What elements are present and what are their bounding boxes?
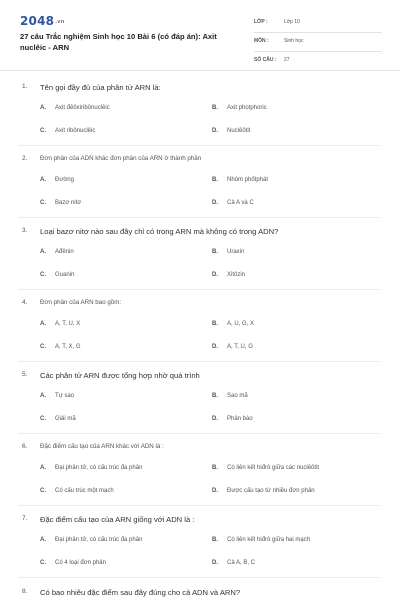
question-text: Đơn phân của ADN khác đơn phân của ARN ở thành phần xyxy=(40,155,202,162)
meta-subject-row: MÔN : Sinh học xyxy=(254,33,382,52)
option-d[interactable]: D. Phân bào xyxy=(212,416,253,422)
site-logo[interactable]: 2048.vn xyxy=(20,14,65,28)
worksheet-title: 27 câu Trắc nghiệm Sinh học 10 Bài 6 (có đáp án): Axit nuclêic - ARN xyxy=(20,32,217,52)
option-a[interactable]: A. Đại phân tử, có cấu trúc đa phân xyxy=(40,465,143,471)
option-b[interactable]: B. A, U, G, X xyxy=(212,321,255,327)
question-text: Đặc điểm cấu tạo của ARN giống với ADN là : xyxy=(40,515,195,524)
option-d[interactable]: D. Được cấu tạo từ nhiều đơn phân xyxy=(212,488,315,494)
question-divider xyxy=(18,505,380,506)
question-divider xyxy=(18,217,380,218)
option-a[interactable]: A. Đại phân tử, có cấu trúc đa phân xyxy=(40,537,143,543)
option-c[interactable]: C. Có 4 loại đơn phân xyxy=(40,560,106,566)
option-d[interactable]: D. A, T, U, G xyxy=(212,344,253,350)
option-c[interactable]: C. Bazơ nitơ xyxy=(40,200,82,206)
option-b[interactable]: B. Sao mã xyxy=(212,393,248,399)
question-text: Đặc điểm cấu tạo của ARN khác với ADN là : xyxy=(40,443,164,450)
option-b[interactable]: B. Uraxin xyxy=(212,249,245,255)
question-text: Đơn phân của ARN bao gồm: xyxy=(40,299,122,306)
option-c[interactable]: C. Guanin xyxy=(40,272,75,278)
question-divider xyxy=(18,577,380,578)
option-b[interactable]: B. Nhóm phốtphát xyxy=(212,177,269,183)
meta-class-row: LỚP : Lớp 10 xyxy=(254,14,382,33)
option-d[interactable]: D. Xitôzin xyxy=(212,272,246,278)
worksheet-header xyxy=(0,0,400,70)
question-divider xyxy=(18,433,380,434)
option-d[interactable]: D. Cả A và C xyxy=(212,200,254,206)
question-divider xyxy=(18,361,380,362)
option-a[interactable]: A. A, T, U, X xyxy=(40,321,81,327)
question-text: Tên gọi đầy đủ của phân tử ARN là: xyxy=(40,83,161,92)
option-c[interactable]: C. A, T, X, G xyxy=(40,344,81,350)
option-b[interactable]: B. Có liên kết hiđrô giữa các nuclêôtit xyxy=(212,465,320,471)
question-text: Các phân tử ARN được tổng hợp nhờ quá trình xyxy=(40,371,200,380)
question-divider xyxy=(18,145,380,146)
option-a[interactable]: A. Axit đêôxiribônuclêic xyxy=(40,105,110,111)
question-divider xyxy=(18,289,380,290)
meta-count-row: SỐ CÂU : 27 xyxy=(254,52,382,71)
option-a[interactable]: A. Ađênin xyxy=(40,249,74,255)
header-divider xyxy=(0,70,400,71)
option-c[interactable]: C. Có cấu trúc một mạch xyxy=(40,488,114,494)
option-a[interactable]: A. Đường xyxy=(40,177,74,183)
option-b[interactable]: B. Có liên kết hiđrô giữa hai mạch xyxy=(212,537,311,543)
option-d[interactable]: D. Nuclêôtit xyxy=(212,128,251,134)
option-b[interactable]: B. Axit photphoric xyxy=(212,105,267,111)
option-c[interactable]: C. Axit ribônuclêic xyxy=(40,128,96,134)
worksheet-page: 2048.vn 27 câu Trắc nghiệm Sinh học 10 Bài 6 (có đáp án): Axit nuclêic - ARN LỚP : Lớp 10 MÔN : Sinh học SỐ CÂU : 27 1. Tên gọi đầy đủ của phân tử ARN là: A. Axit đêôxiribônuclêic B. Axit photphoric C. Axit ribônuclêic D. Nuclêôtit 2. Đơn phân của ADN khác đơn phân của ARN ở thành phần A. Đường B. Nhóm phốtphát C. Bazơ nitơ D. Cả A và C 3. Loại bazơ nitơ nào sau đây chỉ có trong ARN mà không có trong ADN? A. Ađênin B. Uraxin C. Guanin D. Xitôzin 4. Đơn phân của ARN bao gồm: A. A, T, U, X B. A, U, G, X C. A, T, X, G D. A, T, U, G 5. Các phân tử ARN được tổng hợp nhờ quá trình A. Tự sao B. Sao mã C. Giải mã D. Phân bào 6. Đặc điểm cấu tạo của ARN khác với ADN là : A. Đại phân tử, có cấu trúc đa phân B. Có liên kết hiđrô giữa các nuclêôtit C. Có cấu trúc một mạch D. Được cấu tạo từ nhiều đơn phân 7. Đặc điểm cấu tạo của ARN giống với ADN là : A. Đại phân tử, có cấu trúc đa phân B. Có liên kết hiđrô giữa hai mạch C. Có 4 loại đơn phân D. Cả A, B, C 8. Có bao nhiêu đặc điểm sau đây đúng cho cả ADN và ARN? xyxy=(0,0,400,600)
question-text: Loại bazơ nitơ nào sau đây chỉ có trong ARN mà không có trong ADN? xyxy=(40,227,279,236)
question-text: Có bao nhiêu đặc điểm sau đây đúng cho cả ADN và ARN? xyxy=(40,588,241,597)
option-d[interactable]: D. Cả A, B, C xyxy=(212,560,256,566)
option-a[interactable]: A. Tự sao xyxy=(40,393,75,399)
worksheet-meta xyxy=(254,14,382,71)
option-c[interactable]: C. Giải mã xyxy=(40,416,76,422)
